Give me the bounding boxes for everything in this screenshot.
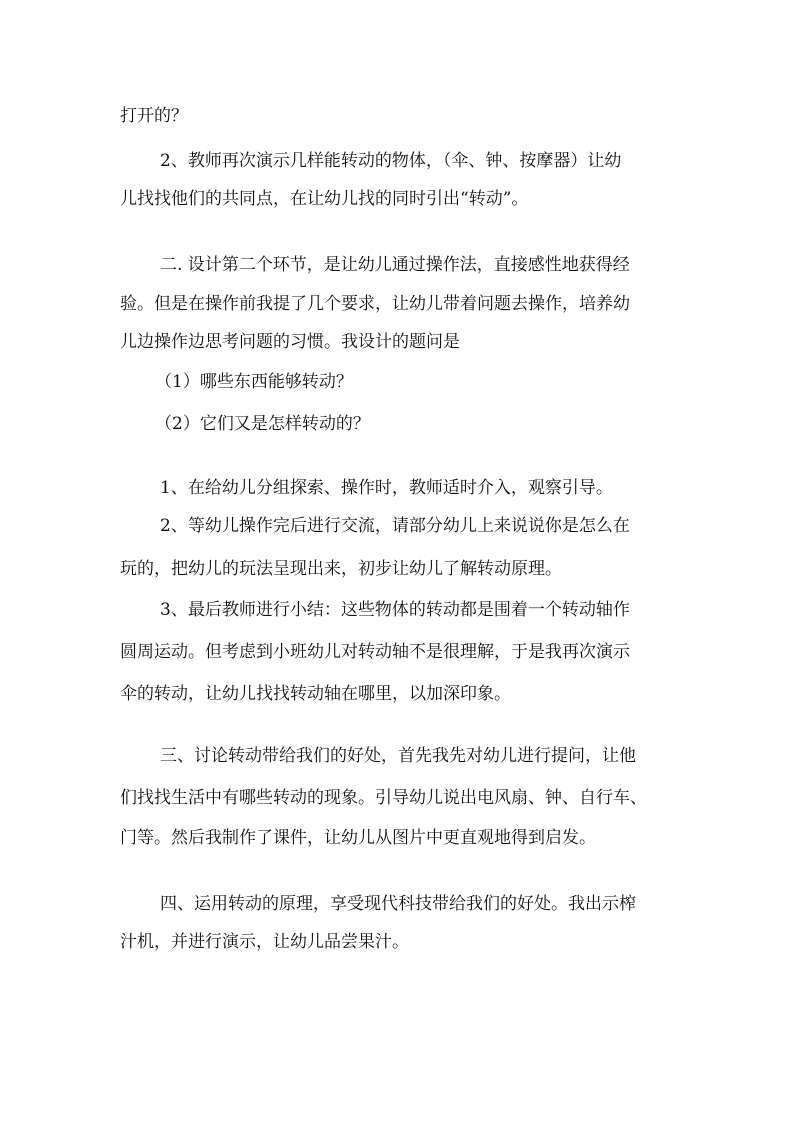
text-line-19: 汁机，并进行演示，让幼儿品尝果汁。 [120, 932, 409, 952]
text-line-12: 3、最后教师进行小结：这些物体的转动都是围着一个转动轴作 [160, 600, 630, 620]
text-line-9: 1、在给幼儿分组探索、操作时，教师适时介入，观察引导。 [160, 478, 613, 498]
text-line-17: 门等。然后我制作了课件，让幼儿从图片中更直观地得到启发。 [120, 828, 596, 848]
text-line-3: 儿找找他们的共同点，在让幼儿找的同时引出“转动”。 [120, 189, 529, 209]
text-line-1: 打开的？ [120, 106, 188, 126]
text-line-4: 二. 设计第二个环节，是让幼儿通过操作法，直接感性地获得经 [160, 255, 630, 275]
text-line-6: 儿边操作边思考问题的习惯。我设计的题问是 [120, 332, 460, 352]
text-line-18: 四、运用转动的原理，享受现代科技带给我们的好处。我出示榨 [160, 894, 636, 914]
text-line-16: 们找找生活中有哪些转动的现象。引导幼儿说出电风扇、钟、自行车、 [120, 788, 647, 808]
text-line-2: 2、教师再次演示几样能转动的物体，（伞、钟、按摩器）让幼 [160, 151, 622, 171]
text-line-5: 验。但是在操作前我提了几个要求，让幼儿带着问题去操作，培养幼 [120, 294, 630, 314]
text-line-14: 伞的转动，让幼儿找找转动轴在哪里，以加深印象。 [120, 684, 511, 704]
text-line-11: 玩的，把幼儿的玩法呈现出来，初步让幼儿了解转动原理。 [120, 559, 562, 579]
text-line-8: （2）它们又是怎样转动的？ [155, 414, 370, 434]
text-line-15: 三、讨论转动带给我们的好处，首先我先对幼儿进行提问，让他 [160, 746, 636, 766]
text-line-13: 圆周运动。但考虑到小班幼儿对转动轴不是很理解，于是我再次演示 [120, 642, 630, 662]
text-line-10: 2、等幼儿操作完后进行交流，请部分幼儿上来说说你是怎么在 [160, 516, 630, 536]
text-line-7: （1）哪些东西能够转动？ [155, 372, 353, 392]
